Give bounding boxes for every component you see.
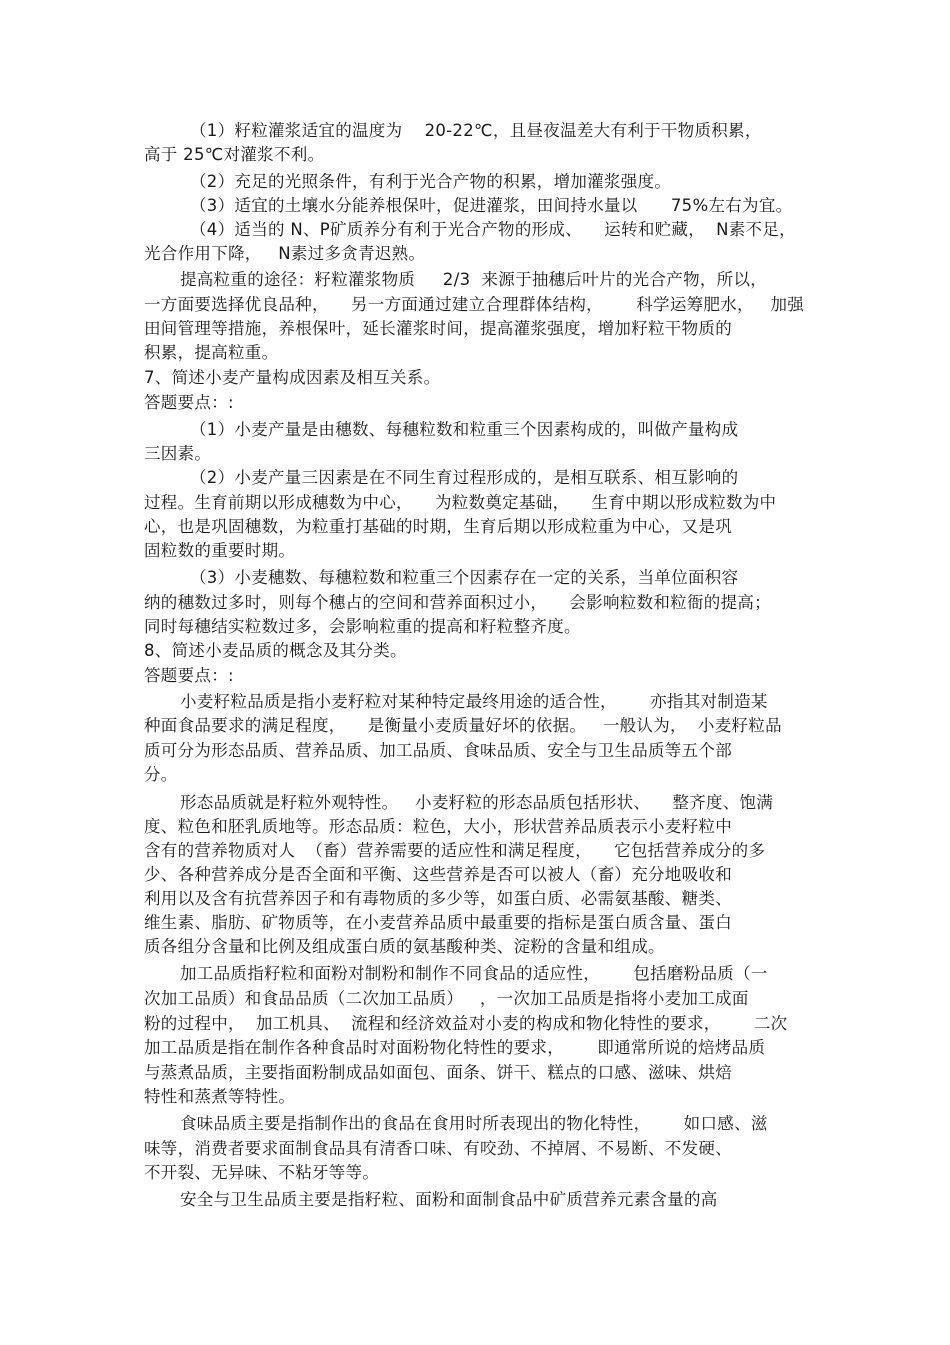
text-line: 田间管理等措施，养根保叶，延长灌浆时间，提高灌浆强度，增加籽粒干物质的 <box>144 319 732 338</box>
text-line: 维生素、脂肪、矿物质等，在小麦营养品质中最重要的指标是蛋白质含量、蛋白 <box>144 913 732 932</box>
text-line: （4）适当的 N、P矿质养分有利于光合产物的形成、 运转和贮藏， N素不足， <box>190 220 796 239</box>
text-line: 积累，提高粒重。 <box>144 343 279 362</box>
text-line: 三因素。 <box>144 444 212 463</box>
text-line: 形态品质就是籽粒外观特性。 小麦籽粒的形态品质包括形状、 整齐度、饱满 <box>180 793 774 812</box>
text-line: 纳的穗数过多时，则每个穗占的空间和营养面积过小， 会影响粒数和粒衙的提高； <box>144 593 771 612</box>
text-line: 质各组分含量和比例及组成蛋白质的氨基酸种类、淀粉的含量和组成。 <box>144 937 665 956</box>
text-line: 光合作用下降， N素过多贪青迟熟。 <box>144 244 426 263</box>
answer-label: 答题要点：: <box>144 393 234 412</box>
text-line: 高于 25℃对灌浆不利。 <box>144 145 325 164</box>
text-line: 同时每穗结实粒数过多，会影响粒重的提高和籽粒整齐度。 <box>144 617 581 636</box>
text-line: 种面食品要求的满足程度， 是衡量小麦质量好坏的依据。 一般认为， 小麦籽粒品 <box>144 716 782 735</box>
text-line: （3）小麦穗数、每穗粒数和粒重三个因素存在一定的关系，当单位面积容 <box>190 568 739 587</box>
text-line: 食味品质主要是指制作出的食品在食用时所表现出的物化特性， 如口感、滋 <box>180 1114 768 1133</box>
text-line: （1）小麦产量是由穗数、每穗粒数和粒重三个因素构成的，叫做产量构成 <box>190 420 739 439</box>
text-line: （3）适宜的土壤水分能养根保叶，促进灌浆，田间持水量以 75%左右为宜。 <box>190 196 793 215</box>
text-line: 分。 <box>144 765 178 784</box>
text-line: 一方面要选择优良品种， 另一方面通过建立合理群体结构， 科学运筹肥水， 加强 <box>144 295 805 314</box>
text-line: （2）小麦产量三因素是在不同生育过程形成的，是相互联系、相互影响的 <box>190 468 739 487</box>
text-line: （1）籽粒灌浆适宜的温度为 20-22℃，且昼夜温差大有利于干物质积累， <box>190 121 762 140</box>
section-heading: 7、简述小麦产量构成因素及相互关系。 <box>144 368 441 387</box>
text-line: 含有的营养物质对人 （畜）营养需要的适应性和满足程度， 它包括营养成分的多 <box>144 841 766 860</box>
text-line: 质可分为形态品质、营养品质、加工品质、食味品质、安全与卫生品质等五个部 <box>144 741 732 760</box>
section-heading: 8、简述小麦品质的概念及其分类。 <box>144 641 407 660</box>
text-line: 与蒸煮品质，主要指面粉制成品如面包、面条、饼干、糕点的口感、滋味、烘焙 <box>144 1063 732 1082</box>
text-line: 安全与卫生品质主要是指籽粒、面粉和面制食品中矿质营养元素含量的高 <box>180 1190 718 1209</box>
text-line: 味等，消费者要求面制食品具有清香口味、有咬劲、不掉屑、不易断、不发硬、 <box>144 1139 732 1158</box>
text-line: 少、各种营养成分是否全面和平衡、这些营养是否可以被人（畜）充分地吸收和 <box>144 865 732 884</box>
text-line: 特性和蒸煮等特性。 <box>144 1087 296 1106</box>
text-line: 度、粒色和胚乳质地等。形态品质：粒色，大小，形状营养品质表示小麦籽粒中 <box>144 817 732 836</box>
text-line: 心，也是巩固穗数，为粒重打基础的时期，生育后期以形成粒重为中心，又是巩 <box>144 517 732 536</box>
text-line: 粉的过程中， 加工机具、 流程和经济效益对小麦的构成和物化特性的要求， 二次 <box>144 1014 788 1033</box>
text-line: 加工品质指籽粒和面粉对制粉和制作不同食品的适应性， 包括磨粉品质（一 <box>180 964 768 983</box>
text-line: 小麦籽粒品质是指小麦籽粒对某种特定最终用途的适合性， 亦指其对制造某 <box>180 692 768 711</box>
text-line: 不开裂、无异味、不粘牙等等。 <box>144 1163 380 1182</box>
text-line: 利用以及含有抗营养因子和有毒物质的多少等，如蛋白质、必需氨基酸、糖类、 <box>144 889 732 908</box>
answer-label: 答题要点：: <box>144 666 234 685</box>
text-line: 过程。生育前期以形成穗数为中心， 为粒数奠定基础， 生育中期以形成粒数为中 <box>144 493 777 512</box>
text-line: 提高粒重的途径：籽粒灌浆物质 2/3 来源于抽穗后叶片的光合产物，所以， <box>180 270 768 289</box>
text-line: 固粒数的重要时期。 <box>144 541 296 560</box>
text-line: （2）充足的光照条件，有利于光合产物的积累，增加灌浆强度。 <box>190 172 672 191</box>
text-line: 加工品质是指在制作各种食品时对面粉物化特性的要求， 即通常所说的焙烤品质 <box>144 1038 766 1057</box>
text-line: 次加工品质）和食品品质（二次加工品质） ，一次加工品质是指将小麦加工成面 <box>144 989 749 1008</box>
